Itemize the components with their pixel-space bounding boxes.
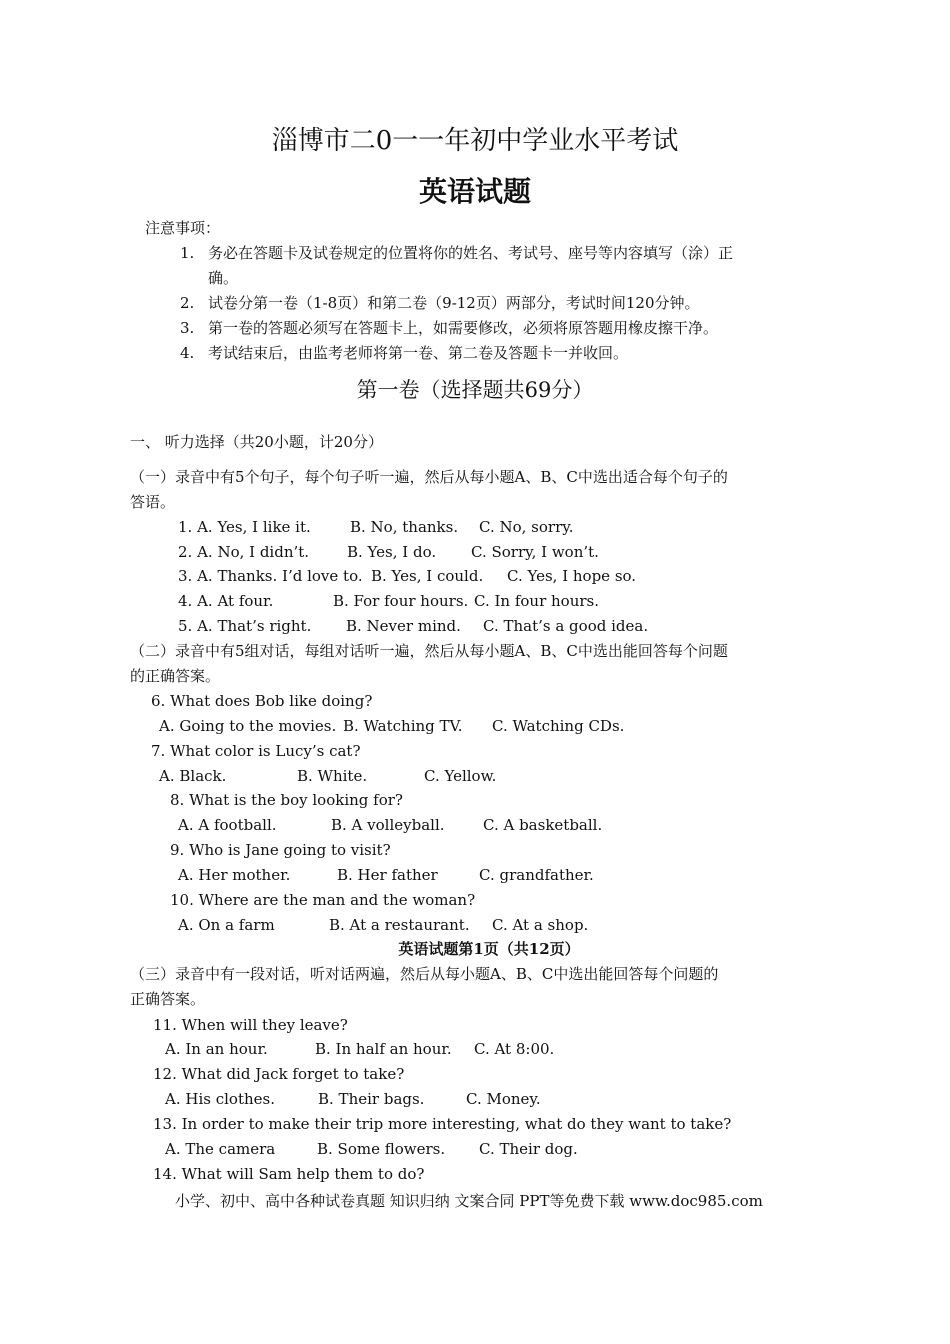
section-instruction: （一）录音中有5个句子，每个句子听一遍，然后从每小题A、B、C中选出适合每个句子的 bbox=[130, 468, 728, 486]
option-b: B. At a restaurant. bbox=[329, 916, 470, 934]
question-text: 9. Who is Jane going to visit? bbox=[170, 841, 391, 859]
option-c: C. Their dog. bbox=[479, 1140, 578, 1158]
option-c: C. That’s a good idea. bbox=[483, 617, 649, 635]
option-c: C. A basketball. bbox=[483, 816, 603, 834]
option-a: A. Going to the movies. bbox=[159, 717, 337, 735]
question-text: 10. Where are the man and the woman? bbox=[170, 891, 476, 909]
subject-title: 英语试题 bbox=[418, 175, 531, 208]
note-number: 2. bbox=[180, 294, 195, 312]
section-instruction: （三）录音中有一段对话，听对话两遍，然后从每小题A、B、C中选出能回答每个问题的 bbox=[130, 965, 719, 983]
option-c: C. Sorry, I won’t. bbox=[471, 543, 599, 561]
option-c: C. Yellow. bbox=[424, 767, 497, 785]
question-text: 11. When will they leave? bbox=[153, 1016, 348, 1034]
option-a: A. His clothes. bbox=[165, 1090, 275, 1108]
option-a: 3. A. Thanks. I’d love to. bbox=[178, 567, 363, 585]
option-c: C. Yes, I hope so. bbox=[507, 567, 637, 585]
option-b: B. For four hours. bbox=[333, 592, 469, 610]
question-text: 13. In order to make their trip more interesting, what do they want to take? bbox=[153, 1115, 732, 1133]
question-text: 6. What does Bob like doing? bbox=[151, 692, 373, 710]
option-b: B. Yes, I could. bbox=[371, 567, 484, 585]
option-b: B. Her father bbox=[337, 866, 438, 884]
option-a: A. A football. bbox=[178, 816, 277, 834]
volume-title: 第一卷（选择题共69分） bbox=[356, 378, 594, 402]
question-text: 12. What did Jack forget to take? bbox=[153, 1065, 405, 1083]
option-c: C. No, sorry. bbox=[479, 518, 574, 536]
page-number-footer: 英语试题第1页（共12页） bbox=[398, 940, 580, 958]
option-b: B. No, thanks. bbox=[350, 518, 459, 536]
option-c: C. Money. bbox=[466, 1090, 541, 1108]
option-a: A. Black. bbox=[159, 767, 227, 785]
option-c: C. In four hours. bbox=[474, 592, 600, 610]
option-c: C. At 8:00. bbox=[474, 1040, 555, 1058]
option-b: B. Watching TV. bbox=[343, 717, 463, 735]
option-b: B. White. bbox=[297, 767, 368, 785]
option-a: A. The camera bbox=[165, 1140, 276, 1158]
option-a: A. Her mother. bbox=[178, 866, 291, 884]
section-instruction-continued: 答语。 bbox=[130, 493, 176, 511]
option-b: B. Some flowers. bbox=[317, 1140, 446, 1158]
exam-title: 淄博市二0一一年初中学业水平考试 bbox=[271, 126, 679, 156]
site-footer: 小学、初中、高中各种试卷真题 知识归纳 文案合同 PPT等免费下载 www.doc985.com bbox=[175, 1192, 763, 1210]
notes-heading: 注意事项： bbox=[145, 219, 221, 237]
note-number: 3. bbox=[180, 319, 195, 337]
option-b: B. In half an hour. bbox=[315, 1040, 452, 1058]
question-text: 14. What will Sam help them to do? bbox=[153, 1165, 425, 1183]
section-instruction-continued: 的正确答案。 bbox=[130, 667, 221, 685]
option-a: 1. A. Yes, I like it. bbox=[178, 518, 311, 536]
section-instruction: （二）录音中有5组对话，每组对话听一遍，然后从每小题A、B、C中选出能回答每个问题 bbox=[130, 642, 728, 660]
question-text: 7. What color is Lucy’s cat? bbox=[151, 742, 361, 760]
option-a: 4. A. At four. bbox=[178, 592, 274, 610]
option-b: B. A volleyball. bbox=[331, 816, 445, 834]
note-text: 第一卷的答题必须写在答题卡上，如需要修改，必须将原答题用橡皮擦干净。 bbox=[208, 319, 719, 337]
option-c: C. grandfather. bbox=[479, 866, 594, 884]
option-c: C. Watching CDs. bbox=[492, 717, 625, 735]
note-number: 4. bbox=[180, 344, 195, 362]
note-text: 务必在答题卡及试卷规定的位置将你的姓名、考试号、座号等内容填写（涂）正 bbox=[208, 244, 734, 262]
section-instruction-continued: 正确答案。 bbox=[130, 990, 206, 1008]
option-b: B. Their bags. bbox=[318, 1090, 425, 1108]
note-text: 考试结束后，由监考老师将第一卷、第二卷及答题卡一并收回。 bbox=[208, 344, 629, 362]
option-a: 5. A. That’s right. bbox=[178, 617, 312, 635]
note-text-continued: 确。 bbox=[208, 269, 239, 287]
option-a: A. In an hour. bbox=[165, 1040, 268, 1058]
option-a: A. On a farm bbox=[178, 916, 275, 934]
part-heading: 一、 听力选择（共20小题，计20分） bbox=[130, 433, 383, 451]
note-number: 1. bbox=[180, 244, 195, 262]
option-b: B. Yes, I do. bbox=[347, 543, 437, 561]
option-a: 2. A. No, I didn’t. bbox=[178, 543, 310, 561]
option-b: B. Never mind. bbox=[346, 617, 461, 635]
option-c: C. At a shop. bbox=[492, 916, 589, 934]
note-text: 试卷分第一卷（1-8页）和第二卷（9-12页）两部分，考试时间120分钟。 bbox=[208, 294, 700, 312]
question-text: 8. What is the boy looking for? bbox=[170, 791, 403, 809]
